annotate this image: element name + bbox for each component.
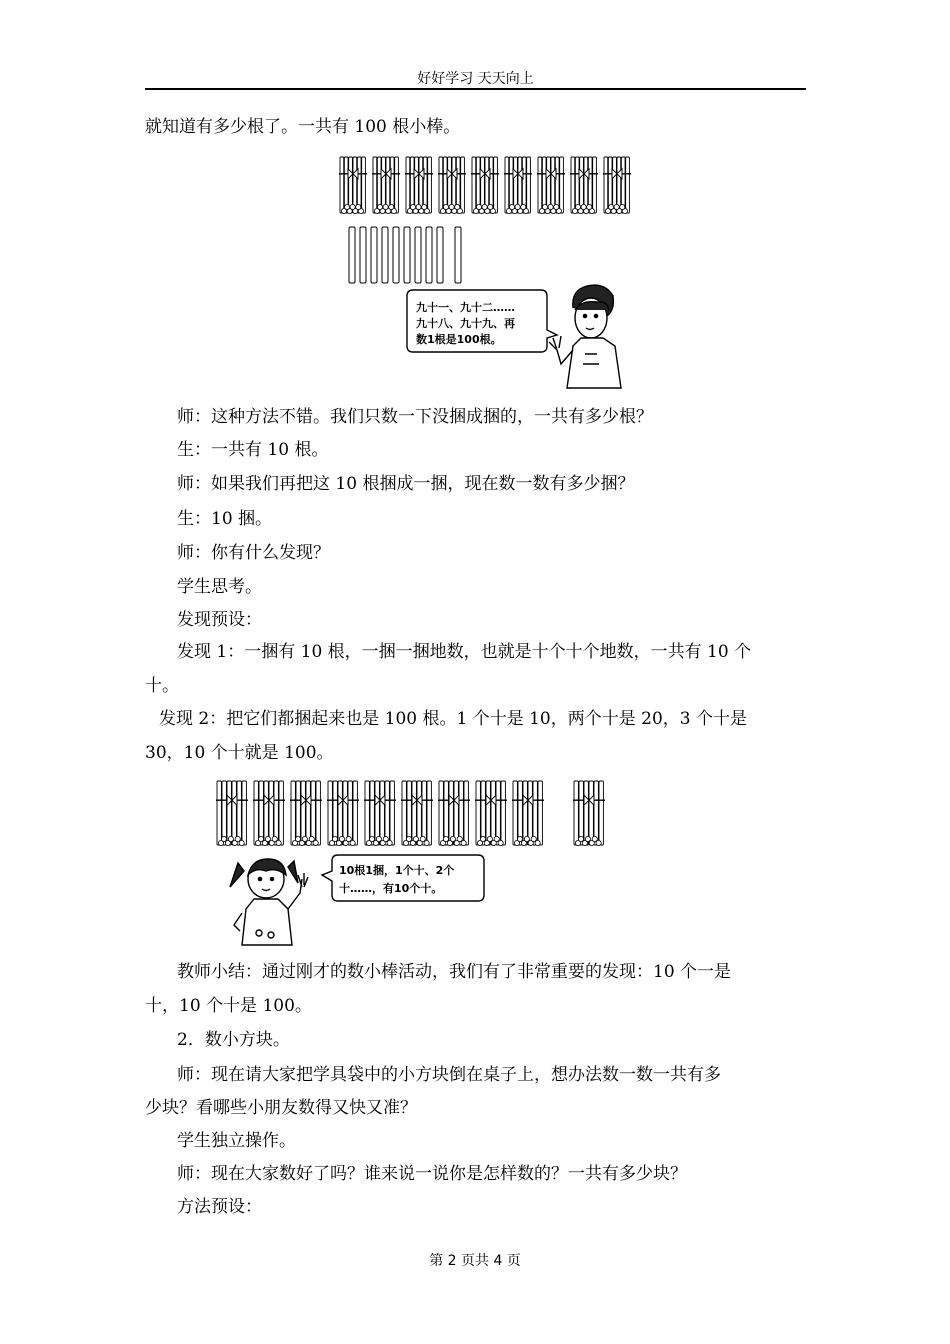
- speech-bubble: [407, 290, 557, 352]
- loose-stick: [371, 227, 377, 283]
- stick-bundle: [537, 157, 565, 214]
- paragraph: 十，10 个十是 100。: [145, 996, 312, 1016]
- stick-bundle: [405, 157, 433, 214]
- girl-figure: [230, 859, 308, 945]
- paragraph: 发现预设：: [177, 610, 262, 630]
- loose-stick: [360, 227, 366, 283]
- stick-bundle: [290, 781, 322, 846]
- loose-stick: [415, 227, 421, 283]
- loose-stick: [437, 227, 443, 283]
- page-number: 第 2 页共 4 页: [429, 1253, 521, 1269]
- paragraph: 方法预设：: [177, 1197, 262, 1217]
- bubble-line: 九十八、九十九、再: [416, 317, 515, 330]
- paragraph: 发现 2：把它们都捆起来也是 100 根。1 个十是 10，两个十是 20，3 个十是: [159, 709, 747, 729]
- stick-bundle: [253, 781, 285, 846]
- paragraph: 生：10 捆。: [177, 509, 273, 529]
- figure-bundles-boy: [335, 150, 645, 400]
- paragraph: 师：这种方法不错。我们只数一下没捆成捆的，一共有多少根？: [177, 407, 653, 427]
- paragraph: 生：一共有 10 根。: [177, 440, 329, 460]
- paragraph: 发现 1：一捆有 10 根，一捆一捆地数，也就是十个十个地数，一共有 10 个: [177, 642, 752, 662]
- stick-bundle: [512, 781, 544, 846]
- stick-bundle: [327, 781, 359, 846]
- paragraph: 师：如果我们再把这 10 根捆成一捆，现在数一数有多少捆？: [177, 474, 635, 494]
- loose-stick: [404, 227, 410, 283]
- paragraph: 少块？看哪些小朋友数得又快又准？: [145, 1098, 417, 1118]
- paragraph: 教师小结：通过刚才的数小棒活动，我们有了非常重要的发现：10 个一是: [177, 962, 732, 982]
- stick-bundle: [438, 781, 470, 846]
- stick-bundle: [216, 781, 248, 846]
- stick-bundle: [603, 157, 631, 214]
- paragraph: 师：现在请大家把学具袋中的小方块倒在桌子上，想办法数一数一共有多: [177, 1065, 721, 1085]
- loose-stick: [382, 227, 388, 283]
- stick-bundle: [471, 157, 499, 214]
- stick-bundle: [438, 157, 466, 214]
- paragraph: 师：现在大家数好了吗？谁来说一说你是怎样数的？一共有多少块？: [177, 1164, 687, 1184]
- loose-stick: [349, 227, 355, 283]
- figure-bundles-girl: [212, 775, 612, 950]
- header-motto: 好好学习 天天向上: [417, 71, 534, 87]
- paragraph: 30，10 个十就是 100。: [145, 743, 334, 763]
- stick-bundle: [573, 781, 605, 846]
- paragraph: 就知道有多少根了。一共有 100 根小棒。: [145, 117, 461, 137]
- bubble-line: 九十一、九十二……: [416, 301, 515, 314]
- speech-bubble: [322, 855, 484, 901]
- bubble-line: 数1根是100根。: [416, 333, 502, 346]
- stick-bundle: [570, 157, 598, 214]
- stick-bundle: [339, 157, 367, 214]
- loose-stick: [426, 227, 432, 283]
- stick-bundle: [372, 157, 400, 214]
- loose-stick: [393, 227, 399, 283]
- stick-bundle: [504, 157, 532, 214]
- stick-bundle: [401, 781, 433, 846]
- boy-figure: [549, 285, 621, 388]
- bubble-line: 十……，有10个十。: [339, 882, 443, 895]
- header-rule: [145, 88, 806, 90]
- paragraph: 2．数小方块。: [177, 1030, 290, 1050]
- stick-bundle: [364, 781, 396, 846]
- loose-stick: [455, 227, 461, 283]
- paragraph: 师：你有什么发现？: [177, 543, 330, 563]
- paragraph: 学生独立操作。: [177, 1131, 296, 1151]
- paragraph: 十。: [145, 676, 179, 696]
- paragraph: 学生思考。: [177, 577, 262, 597]
- stick-bundle: [475, 781, 507, 846]
- bubble-line: 10根1捆，1个十、2个: [339, 864, 455, 877]
